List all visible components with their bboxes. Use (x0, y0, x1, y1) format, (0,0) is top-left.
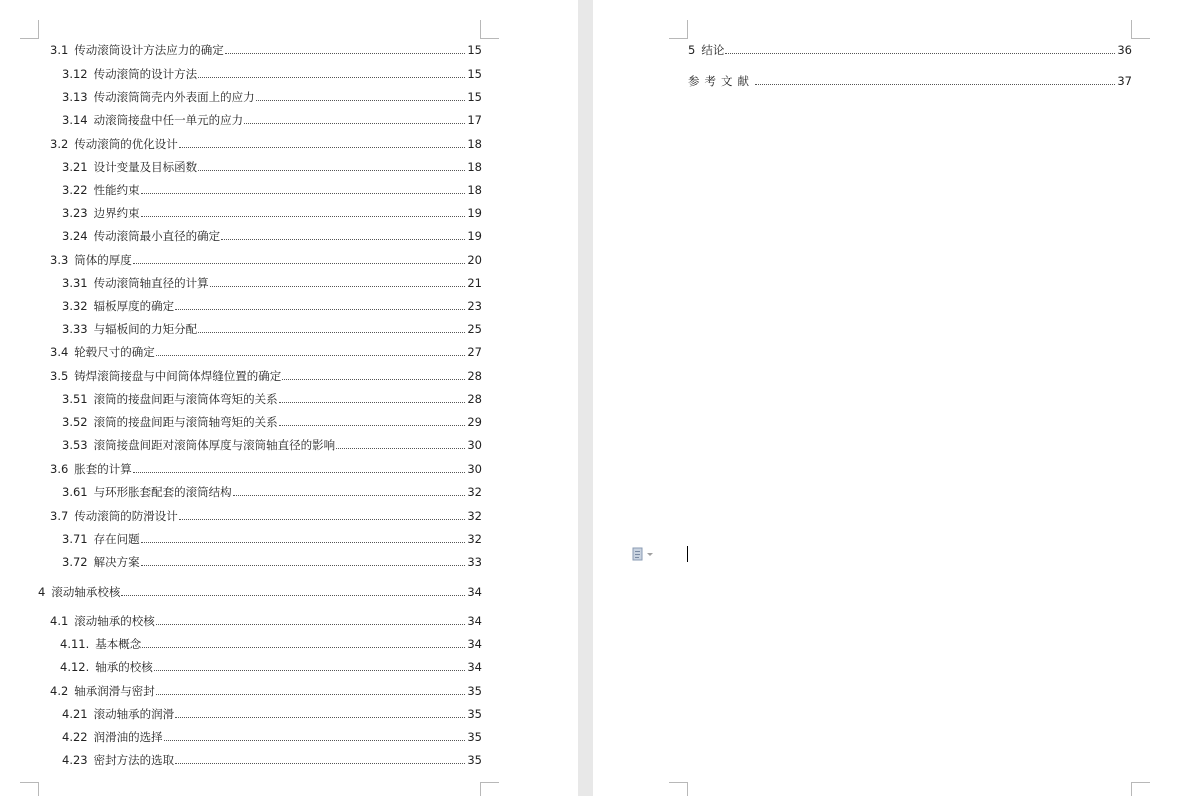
toc-entry-number: 5 (688, 43, 696, 57)
toc-entry-number: 3.31 (62, 276, 88, 290)
toc-leader-dots (233, 495, 466, 496)
toc-entry-number: 4.2 (50, 684, 69, 698)
toc-entry[interactable] (62, 321, 482, 336)
toc-leader-dots (156, 624, 466, 625)
toc-entry-number: 3.61 (62, 485, 88, 499)
toc-entry[interactable] (50, 252, 482, 267)
toc-entry-page-number: 34 (467, 637, 482, 651)
toc-entry-page-number: 30 (467, 462, 482, 476)
toc-entry-number: 4 (38, 585, 46, 599)
toc-leader-dots (156, 694, 466, 695)
toc-entry[interactable] (688, 42, 1132, 57)
toc-leader-dots (279, 425, 466, 426)
toc-leader-dots (141, 216, 466, 217)
toc-entry[interactable] (62, 205, 482, 220)
toc-entry-page-number: 28 (467, 392, 482, 406)
toc-entry-page-number: 30 (467, 438, 482, 452)
toc-entry-title: 传动滚筒最小直径的确定 (93, 229, 221, 243)
toc-entry-number: 3.3 (50, 253, 69, 267)
toc-entry-number: 3.32 (62, 299, 88, 313)
toc-entry-title: 筒体的厚度 (74, 253, 132, 267)
toc-entry-title: 基本概念 (95, 637, 142, 651)
toc-entry-number: 3.21 (62, 160, 88, 174)
toc-entry-page-number: 35 (467, 707, 482, 721)
toc-entry-page-number: 32 (467, 485, 482, 499)
toc-entry-title: 设计变量及目标函数 (93, 160, 198, 174)
toc-entry[interactable] (62, 414, 482, 429)
toc-entry-title: 参考文献 (688, 74, 754, 88)
toc-entry-title: 结论 (701, 43, 725, 57)
paste-options-icon[interactable] (632, 546, 654, 560)
toc-entry-number: 4.12. (60, 660, 90, 674)
crop-mark-bottom-right (480, 782, 499, 796)
toc-entry-title: 滚筒的接盘间距与滚筒轴弯矩的关系 (93, 415, 278, 429)
toc-entry[interactable] (50, 613, 482, 628)
toc-entry-page-number: 19 (467, 206, 482, 220)
toc-entry-page-number: 21 (467, 276, 482, 290)
toc-entry-number: 4.11. (60, 637, 90, 651)
toc-entry-title: 密封方法的选取 (93, 753, 175, 767)
toc-entry-page-number: 23 (467, 299, 482, 313)
toc-leader-dots (336, 448, 465, 449)
toc-entry-number: 3.13 (62, 90, 88, 104)
toc-entry-title: 性能约束 (93, 183, 140, 197)
toc-entry-title: 滚筒接盘间距对滚筒体厚度与滚筒轴直径的影响 (93, 438, 336, 452)
toc-entry-number: 4.1 (50, 614, 69, 628)
toc-entry-title: 与环形胀套配套的滚筒结构 (93, 485, 232, 499)
toc-entry-title: 解决方案 (93, 555, 140, 569)
toc-entry-title: 辐板厚度的确定 (93, 299, 175, 313)
toc-entry-number: 4.22 (62, 730, 88, 744)
toc-entry[interactable] (62, 228, 482, 243)
toc-entry[interactable] (62, 182, 482, 197)
toc-entry[interactable] (62, 89, 482, 104)
toc-leader-dots (725, 53, 1115, 54)
toc-entry-page-number: 34 (467, 614, 482, 628)
toc-leader-dots (133, 263, 466, 264)
toc-entry-page-number: 37 (1117, 74, 1132, 88)
toc-leader-dots (142, 647, 465, 648)
toc-entry[interactable] (38, 584, 482, 599)
toc-entry-page-number: 15 (467, 43, 482, 57)
toc-entry-number: 3.52 (62, 415, 88, 429)
toc-entry-page-number: 20 (467, 253, 482, 267)
toc-entry-number: 3.12 (62, 67, 88, 81)
toc-leader-dots (179, 519, 466, 520)
toc-entry[interactable] (62, 391, 482, 406)
toc-entry-number: 3.22 (62, 183, 88, 197)
toc-entry[interactable] (50, 136, 482, 151)
toc-entry[interactable] (50, 508, 482, 523)
toc-leader-dots (210, 286, 466, 287)
toc-entry[interactable] (60, 636, 482, 651)
toc-entry-number: 3.23 (62, 206, 88, 220)
toc-entry-title: 胀套的计算 (74, 462, 132, 476)
crop-mark-bottom-right (1131, 782, 1150, 796)
toc-leader-dots (175, 717, 465, 718)
toc-entry-number: 3.7 (50, 509, 69, 523)
toc-entry-page-number: 18 (467, 183, 482, 197)
toc-entry-title: 轴承润滑与密封 (74, 684, 155, 698)
toc-leader-dots (141, 193, 466, 194)
toc-leader-dots (198, 332, 465, 333)
document-page-left[interactable] (0, 0, 578, 796)
toc-entry-number: 3.2 (50, 137, 69, 151)
toc-entry-page-number: 17 (467, 113, 482, 127)
toc-entry-number: 3.14 (62, 113, 88, 127)
toc-entry-title: 铸焊滚筒接盘与中间筒体焊缝位置的确定 (74, 369, 282, 383)
toc-entry-title: 传动滚筒的防滑设计 (74, 509, 178, 523)
toc-leader-dots (141, 565, 466, 566)
toc-entry-page-number: 25 (467, 322, 482, 336)
toc-leader-dots (198, 77, 465, 78)
toc-entry-page-number: 32 (467, 509, 482, 523)
toc-entry-title: 滚动轴承的润滑 (93, 707, 175, 721)
crop-mark-bottom-left (20, 782, 39, 796)
toc-entry-page-number: 35 (467, 730, 482, 744)
toc-leader-dots (154, 670, 466, 671)
crop-mark-bottom-left (669, 782, 688, 796)
toc-entry-page-number: 27 (467, 345, 482, 359)
toc-entry-page-number: 35 (467, 753, 482, 767)
toc-entry-title: 存在问题 (93, 532, 140, 546)
toc-entry[interactable] (62, 484, 482, 499)
toc-leader-dots (175, 763, 465, 764)
toc-entry-title: 边界约束 (93, 206, 140, 220)
toc-entry[interactable] (62, 275, 482, 290)
toc-entry[interactable] (50, 683, 482, 698)
toc-entry-number: 3.6 (50, 462, 69, 476)
toc-entry[interactable] (60, 659, 482, 674)
toc-entry-title: 轮毂尺寸的确定 (74, 345, 155, 359)
toc-entry-page-number: 33 (467, 555, 482, 569)
toc-entry[interactable] (688, 73, 1132, 88)
toc-leader-dots (198, 170, 465, 171)
toc-entry-title: 传动滚筒的设计方法 (93, 67, 198, 81)
toc-leader-dots (225, 53, 466, 54)
toc-entry[interactable] (62, 298, 482, 313)
toc-entry[interactable] (50, 368, 482, 383)
toc-leader-dots (755, 84, 1115, 85)
toc-entry-title: 与辐板间的力矩分配 (93, 322, 198, 336)
toc-entry-page-number: 35 (467, 684, 482, 698)
toc-entry[interactable] (62, 437, 482, 452)
toc-entry-number: 3.71 (62, 532, 88, 546)
toc-entry-number: 3.53 (62, 438, 88, 452)
toc-entry[interactable] (62, 112, 482, 127)
toc-entry[interactable] (50, 461, 482, 476)
toc-entry[interactable] (62, 752, 482, 767)
text-cursor (687, 546, 688, 562)
toc-leader-dots (221, 239, 465, 240)
toc-entry-number: 3.51 (62, 392, 88, 406)
toc-entry[interactable] (62, 159, 482, 174)
toc-leader-dots (141, 542, 466, 543)
toc-entry-page-number: 19 (467, 229, 482, 243)
toc-entry-title: 动滚筒接盘中任一单元的应力 (93, 113, 244, 127)
toc-leader-dots (282, 379, 465, 380)
document-page-right[interactable] (593, 0, 1199, 796)
toc-entry-page-number: 36 (1117, 43, 1132, 57)
toc-entry-title: 传动滚筒轴直径的计算 (93, 276, 209, 290)
toc-entry-title: 传动滚筒设计方法应力的确定 (74, 43, 224, 57)
toc-entry[interactable] (50, 42, 482, 57)
toc-entry-page-number: 15 (467, 67, 482, 81)
toc-entry-title: 轴承的校核 (95, 660, 153, 674)
toc-entry[interactable] (50, 344, 482, 359)
toc-entry[interactable] (62, 729, 482, 744)
toc-entry-number: 3.5 (50, 369, 69, 383)
toc-leader-dots (175, 309, 465, 310)
crop-mark-top-right (1131, 20, 1150, 39)
toc-entry-number: 3.33 (62, 322, 88, 336)
toc-entry[interactable] (62, 706, 482, 721)
crop-mark-top-left (669, 20, 688, 39)
toc-entry-title: 润滑油的选择 (93, 730, 163, 744)
toc-entry-number: 3.72 (62, 555, 88, 569)
toc-leader-dots (279, 402, 466, 403)
toc-leader-dots (256, 100, 466, 101)
toc-leader-dots (121, 595, 465, 596)
toc-entry-title: 滚筒的接盘间距与滚筒体弯矩的关系 (93, 392, 278, 406)
toc-entry[interactable] (62, 531, 482, 546)
toc-entry-page-number: 34 (467, 660, 482, 674)
toc-entry-number: 3.1 (50, 43, 69, 57)
toc-entry-page-number: 32 (467, 532, 482, 546)
toc-entry-page-number: 34 (467, 585, 482, 599)
toc-leader-dots (156, 355, 466, 356)
toc-entry[interactable] (62, 554, 482, 569)
crop-mark-top-left (20, 20, 39, 39)
toc-entry-title: 传动滚筒的优化设计 (74, 137, 178, 151)
toc-entry-number: 4.21 (62, 707, 88, 721)
toc-leader-dots (164, 740, 466, 741)
toc-entry-title: 滚动轴承校核 (51, 585, 121, 599)
toc-entry[interactable] (62, 66, 482, 81)
toc-leader-dots (179, 147, 466, 148)
toc-entry-title: 滚动轴承的校核 (74, 614, 155, 628)
toc-entry-page-number: 28 (467, 369, 482, 383)
toc-leader-dots (133, 472, 466, 473)
page-gutter (578, 0, 593, 796)
toc-entry-number: 4.23 (62, 753, 88, 767)
toc-entry-page-number: 15 (467, 90, 482, 104)
toc-entry-page-number: 18 (467, 160, 482, 174)
toc-leader-dots (244, 123, 465, 124)
toc-entry-page-number: 29 (467, 415, 482, 429)
toc-entry-number: 3.4 (50, 345, 69, 359)
crop-mark-top-right (480, 20, 499, 39)
toc-entry-title: 传动滚筒筒壳内外表面上的应力 (93, 90, 255, 104)
toc-entry-page-number: 18 (467, 137, 482, 151)
toc-entry-number: 3.24 (62, 229, 88, 243)
